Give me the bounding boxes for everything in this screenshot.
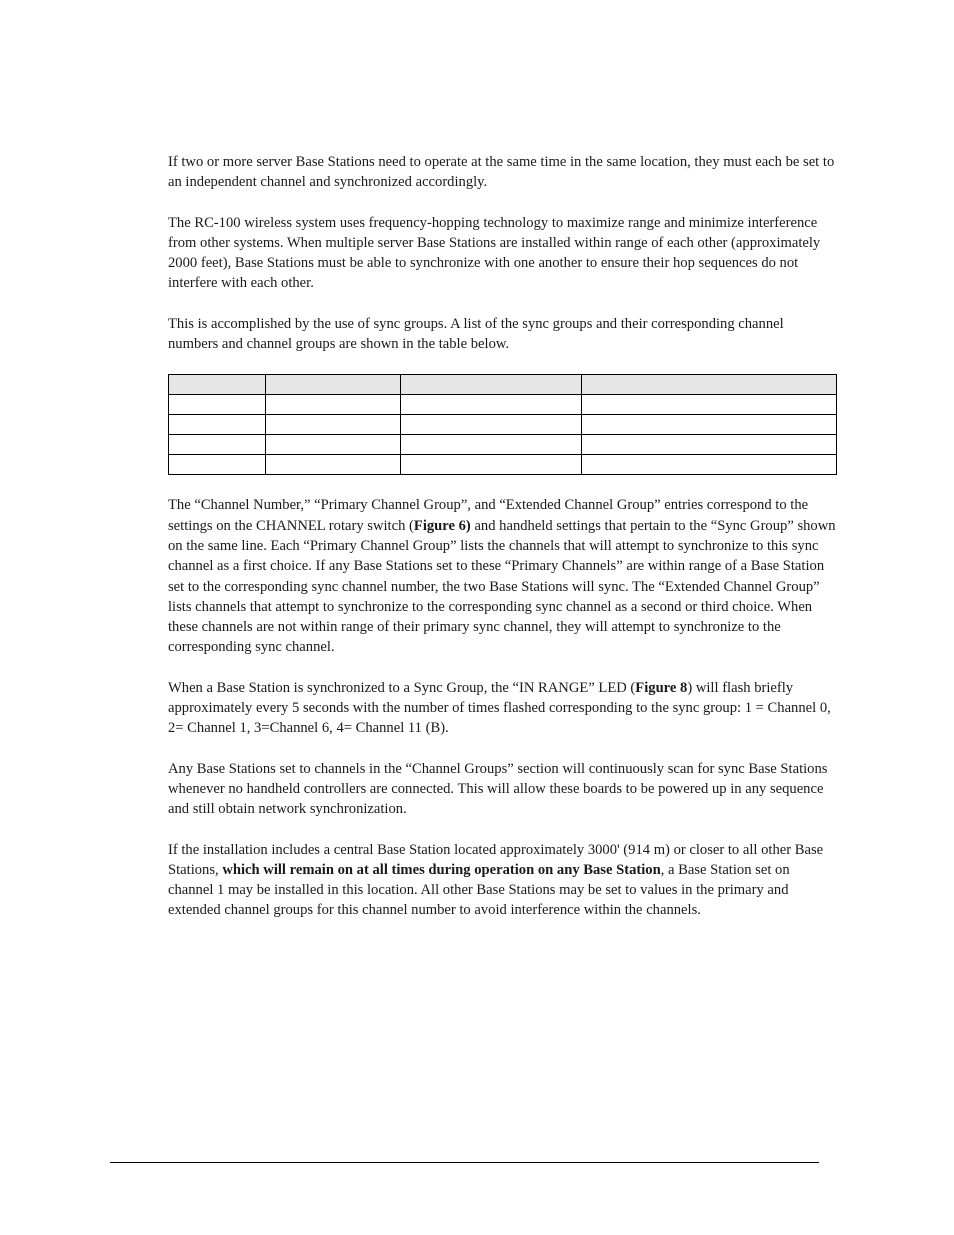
- table-header-cell: [401, 375, 582, 395]
- paragraph-channel-groups-scan: Any Base Stations set to channels in the “Channel Groups” section will continuously scan for sync Base Stations whenever no handheld controllers are connected. This will allow these boards to be powered up in any sequence and still obtain network synchronization.: [168, 760, 828, 818]
- text-run: , a Base Station set on channel 1 may be installed in this location. All other Base Stations may be set to values in the primary and extended channel groups for this channel number to avoid interference within the channels.: [168, 861, 790, 919]
- paragraph-central-base-station: [168, 840, 836, 921]
- table-cell: [401, 435, 582, 455]
- table-cell: [266, 415, 401, 435]
- body-text: [168, 152, 836, 941]
- table-header-cell: [169, 375, 266, 395]
- paragraph-frequency-hopping: The RC-100 wireless system uses frequency-hopping technology to maximize range and minimize interference from other systems. When multiple server Base Stations are installed within range of each other (approximately 2000 feet), Base Stations must be able to synchronize with one another to ensure their hop sequences do not interfere with each other.: [168, 214, 821, 292]
- table-cell: [266, 435, 401, 455]
- table-cell: [582, 435, 837, 455]
- table-row: [169, 455, 837, 475]
- table-cell: [169, 435, 266, 455]
- table-row: [169, 395, 837, 415]
- table-cell: [169, 415, 266, 435]
- table-cell: [266, 455, 401, 475]
- text-run: If the installation includes a central Base Station located approximately 3000' (914 m) or closer to all other Base Stations,: [168, 841, 824, 878]
- text-run: and handheld settings that pertain to the “Sync Group” shown on the same line. Each “Primary Channel Group” lists the channels that will attempt to synchronize to this sync channel as a first choice. If any Base Stations set to these “Primary Channels” are within range of a Base Station set to the corresponding sync channel number, the two Base Stations will sync. The “Extended Channel Group” lists channels that attempt to synchronize to the corresponding sync channel as a second or third choice. When these channels are not within range of their primary sync channel, they will attempt to synchronize to the corresponding sync channel.: [168, 517, 836, 656]
- table-row: [169, 435, 837, 455]
- text-run: ) will flash briefly approximately every 5 seconds with the number of times flashed corresponding to the sync group: 1 = Channel 0, 2= Channel 1, 3=Channel 6, 4= Channel 11 (B).: [168, 679, 831, 737]
- table-cell: [401, 455, 582, 475]
- table-cell: [401, 395, 582, 415]
- table-header-cell: [582, 375, 837, 395]
- table-cell: [582, 395, 837, 415]
- table-cell: [401, 415, 582, 435]
- paragraph-independent-channels: If two or more server Base Stations need to operate at the same time in the same location, they must each be set to an independent channel and synchronized accordingly.: [168, 154, 835, 191]
- figure-reference: Figure 8: [635, 679, 688, 696]
- emphasis-text: which will remain on at all times during operation on any Base Station: [222, 861, 661, 878]
- table-cell: [266, 395, 401, 415]
- text-run: The “Channel Number,” “Primary Channel Group”, and “Extended Channel Group” entries correspond to the settings on the CHANNEL rotary switch (: [168, 497, 809, 534]
- table-cell: [582, 455, 837, 475]
- table-header-row: [169, 375, 837, 395]
- text-run: When a Base Station is synchronized to a Sync Group, the “IN RANGE” LED (: [168, 679, 636, 696]
- table-row: [169, 415, 837, 435]
- paragraph-channel-number-explanation: [168, 495, 836, 657]
- sync-group-table: [168, 374, 837, 475]
- footer-divider: [110, 1162, 819, 1163]
- table-cell: [169, 455, 266, 475]
- paragraph-in-range-led: [168, 678, 836, 739]
- table-cell: [582, 415, 837, 435]
- paragraph-sync-groups-intro: This is accomplished by the use of sync groups. A list of the sync groups and their corresponding channel numbers and channel groups are shown in the table below.: [168, 315, 784, 353]
- figure-reference: Figure 6): [413, 517, 471, 534]
- table-header-cell: [266, 375, 401, 395]
- table-cell: [169, 395, 266, 415]
